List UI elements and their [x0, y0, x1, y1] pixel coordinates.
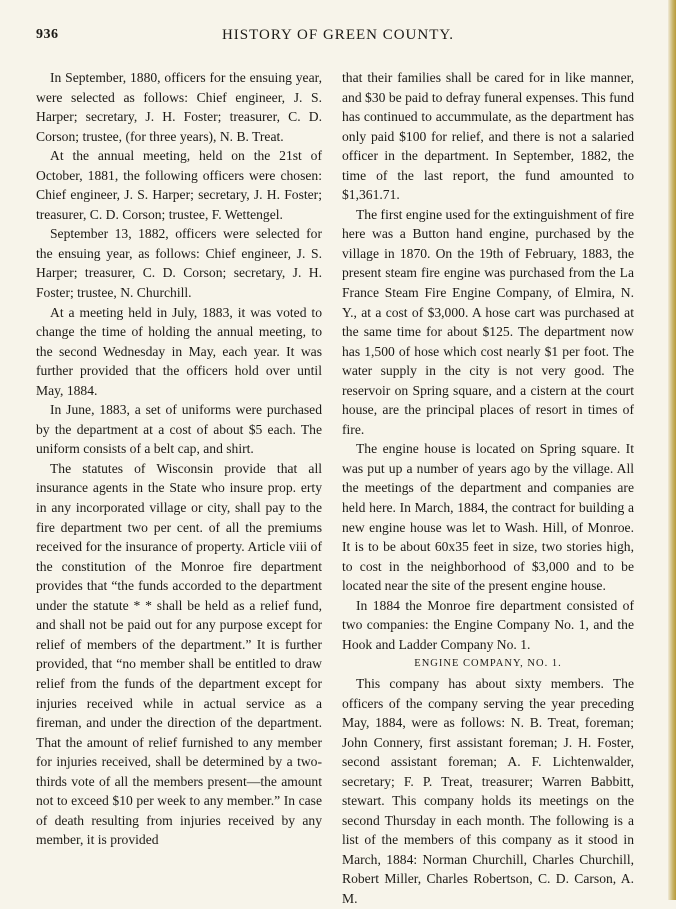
- paragraph: In 1884 the Monroe fire department consisted of two companies: the Engine Company No. 1, and the Hook and Ladder Company No. 1.: [342, 597, 634, 652]
- paragraph: This company has about sixty members. The officers of the company serving the year preceding May, 1884, were as follows: N. B. Treat, foreman; John Connery, first assistant foreman; J. H. Foster, second assistant foreman; A. F. Lichtenwalder, secretary; F. P. Treat, treasurer; Warren Babbitt, stewart. This company holds its meetings on the second Thursday in each month. The following is a list of the members of this company as it stood in March, 1884: Norman Churchill, Charles Churchill, Robert Miller, Charles Robertson, C. D. Carson, A. M.: [342, 675, 634, 906]
- paragraph: In June, 1883, a set of uniforms were purchased by the department at a cost of about $5 each. The uniform consists of a belt cap, and shirt.: [36, 402, 322, 457]
- paragraph: At a meeting held in July, 1883, it was voted to change the time of holding the annual meeting, to the second Wednesday in May, each year. It was further provided that the officers hold over until May, 1884.: [36, 304, 322, 398]
- page-header: [0, 27, 676, 51]
- running-title: HISTORY OF GREEN COUNTY.: [221, 27, 455, 43]
- paragraph: The statutes of Wisconsin provide that all insurance agents in the State who insure prop. erty in any incorporated village or city, shall pay to the fire department two per cent. of all the premiums received for the insurance of property. Article viii of the constitution of the Monroe fire department provides that “the funds accorded to the department under the statute * * shall be held as a relief fund, and shall not be paid out for any purpose except for relief of members of the department.” It is further provided, that “no member shall be entitled to draw relief from the funds of the department except for injuries received while in actual service as a fireman, and under the direction of the department. That the amount of relief furnished to any member for injuries received, shall be determined by a two-thirds vote of all the members present—the amount not to exceed $10 per week to any member.” In case of death resulting from injuries received by any member, it is provided: [36, 460, 322, 848]
- page-number: 936: [36, 27, 59, 42]
- paragraph: The engine house is located on Spring square. It was put up a number of years ago by the village. All the meetings of the department and companies are held here. In March, 1884, the contract for building a new engine house was let to Wash. Hill, of Monroe. It is to be about 60x35 feet in size, two stories high, to cost in the neighborhood of $3,000 and to be located near the site of the present engine house.: [342, 441, 634, 594]
- left-column: [36, 68, 322, 850]
- paragraph: The first engine used for the extinguishment of fire here was a Button hand engine, purchased by the village in 1870. On the 19th of February, 1883, the present steam fire engine was purchased from the La France Steam Fire Engine Company, of Elmira, N. Y., at a cost of $3,000. A hose cart was purchased at the same time for about $125. The department now has 1,500 of hose which cost nearly $1 per foot. The water supply in the city is not very good. The reservoir on Spring square, and a cistern at the court house, are the principal places of resort in times of fire.: [342, 206, 634, 437]
- paragraph: that their families shall be cared for in like manner, and $30 be paid to defray funeral expenses. This fund has continued to accummulate, as the department has only paid $100 for relief, and there is not a salaried officer in the department. In September, 1882, the time of the last report, the fund amounted to $1,361.71.: [342, 70, 634, 203]
- page-edge: [668, 0, 676, 900]
- paragraph: In September, 1880, officers for the ensuing year, were selected as follows: Chief engineer, J. S. Harper; secretary, J. H. Foster; treasurer, C. D. Corson; trustee, (for three years), N. B. Treat.: [36, 70, 322, 144]
- paragraph: September 13, 1882, officers were selected for the ensuing year, as follows: Chief engineer, J. S. Harper; treasurer, C. D. Corson; secretary, J. H. Foster; trustee, N. Churchill.: [36, 226, 322, 301]
- paragraph: At the annual meeting, held on the 21st of October, 1881, the following officers were chosen: Chief engineer, J. S. Harper; secretary, J. H. Foster; treasurer, C. D. Corson; trustee, F. Wettengel.: [36, 148, 322, 222]
- section-subheading: ENGINE COMPANY, NO. 1.: [414, 658, 562, 670]
- right-column: [342, 68, 634, 909]
